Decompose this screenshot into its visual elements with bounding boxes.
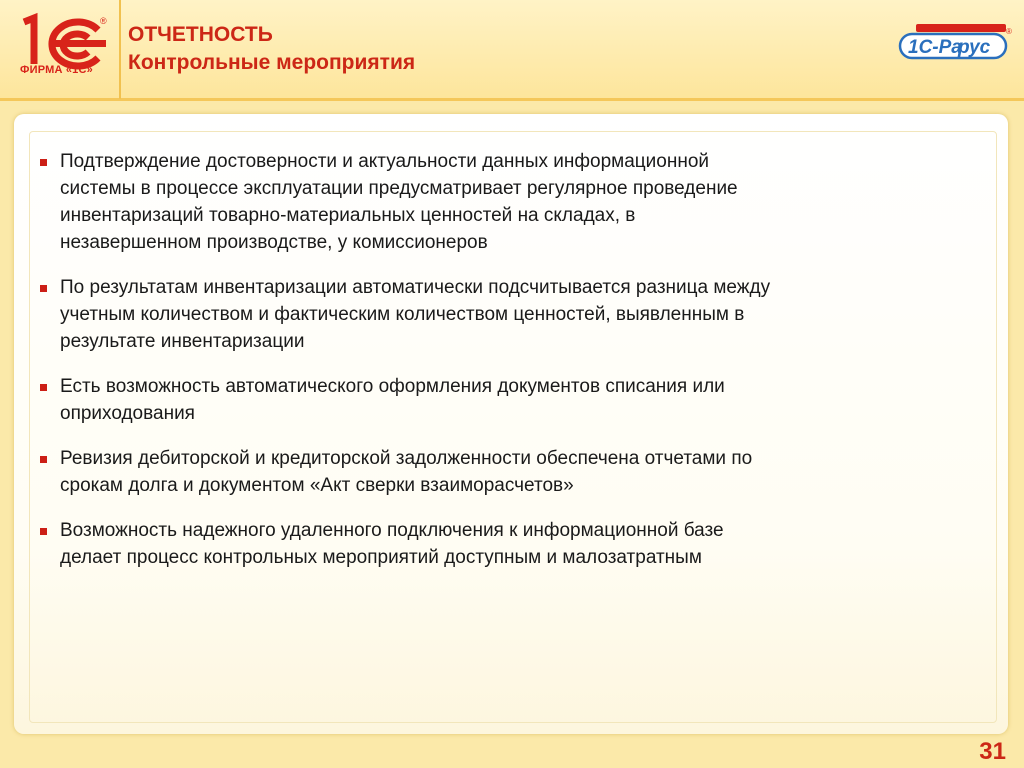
bullet-icon <box>40 159 47 166</box>
1c-rarus-logo-icon <box>898 22 1016 62</box>
svg-text:рус: рус <box>958 37 991 58</box>
svg-text:1C-Pa: 1C-Pa <box>908 37 962 58</box>
bullet-text: Возможность надежного удаленного подключения к информационной базе делает процесс контрольных мероприятий доступным и малозатратным <box>60 520 724 568</box>
bullet-icon <box>40 456 47 463</box>
list-item <box>40 517 780 571</box>
slide-title: ОТЧЕТНОСТЬ <box>128 23 273 46</box>
bullet-text: По результатам инвентаризации автоматически подсчитывается разница между учетным количеством и фактическим количеством ценностей, выявленным в результате инвентаризации <box>60 277 771 352</box>
bullet-icon <box>40 528 47 535</box>
company-caption: ФИРМА «1С» <box>20 64 93 76</box>
svg-text:®: ® <box>100 16 107 26</box>
bullet-icon <box>40 384 47 391</box>
list-item <box>40 373 780 427</box>
svg-text:®: ® <box>1006 27 1012 36</box>
slide-subtitle: Контрольные мероприятия <box>128 51 416 74</box>
header-separator <box>119 0 121 99</box>
list-item <box>40 148 780 256</box>
bullet-list <box>40 148 780 589</box>
bullet-icon <box>40 285 47 292</box>
bullet-text: Есть возможность автоматического оформления документов списания или оприходования <box>60 376 725 424</box>
list-item <box>40 274 780 355</box>
list-item <box>40 445 780 499</box>
page-number: 31 <box>979 738 1006 765</box>
bullet-text: Подтверждение достоверности и актуальности данных информационной системы в процессе эксплуатации предусматривает регулярное проведение инвентаризаций товарно-материальных ценностей на складах, в незавершенном производстве, у комиссионеров <box>60 151 738 253</box>
1c-logo-icon <box>10 12 110 92</box>
header-divider <box>0 98 1024 101</box>
bullet-text: Ревизия дебиторской и кредиторской задолженности обеспечена отчетами по срокам долга и документом «Акт сверки взаиморасчетов» <box>60 448 753 496</box>
